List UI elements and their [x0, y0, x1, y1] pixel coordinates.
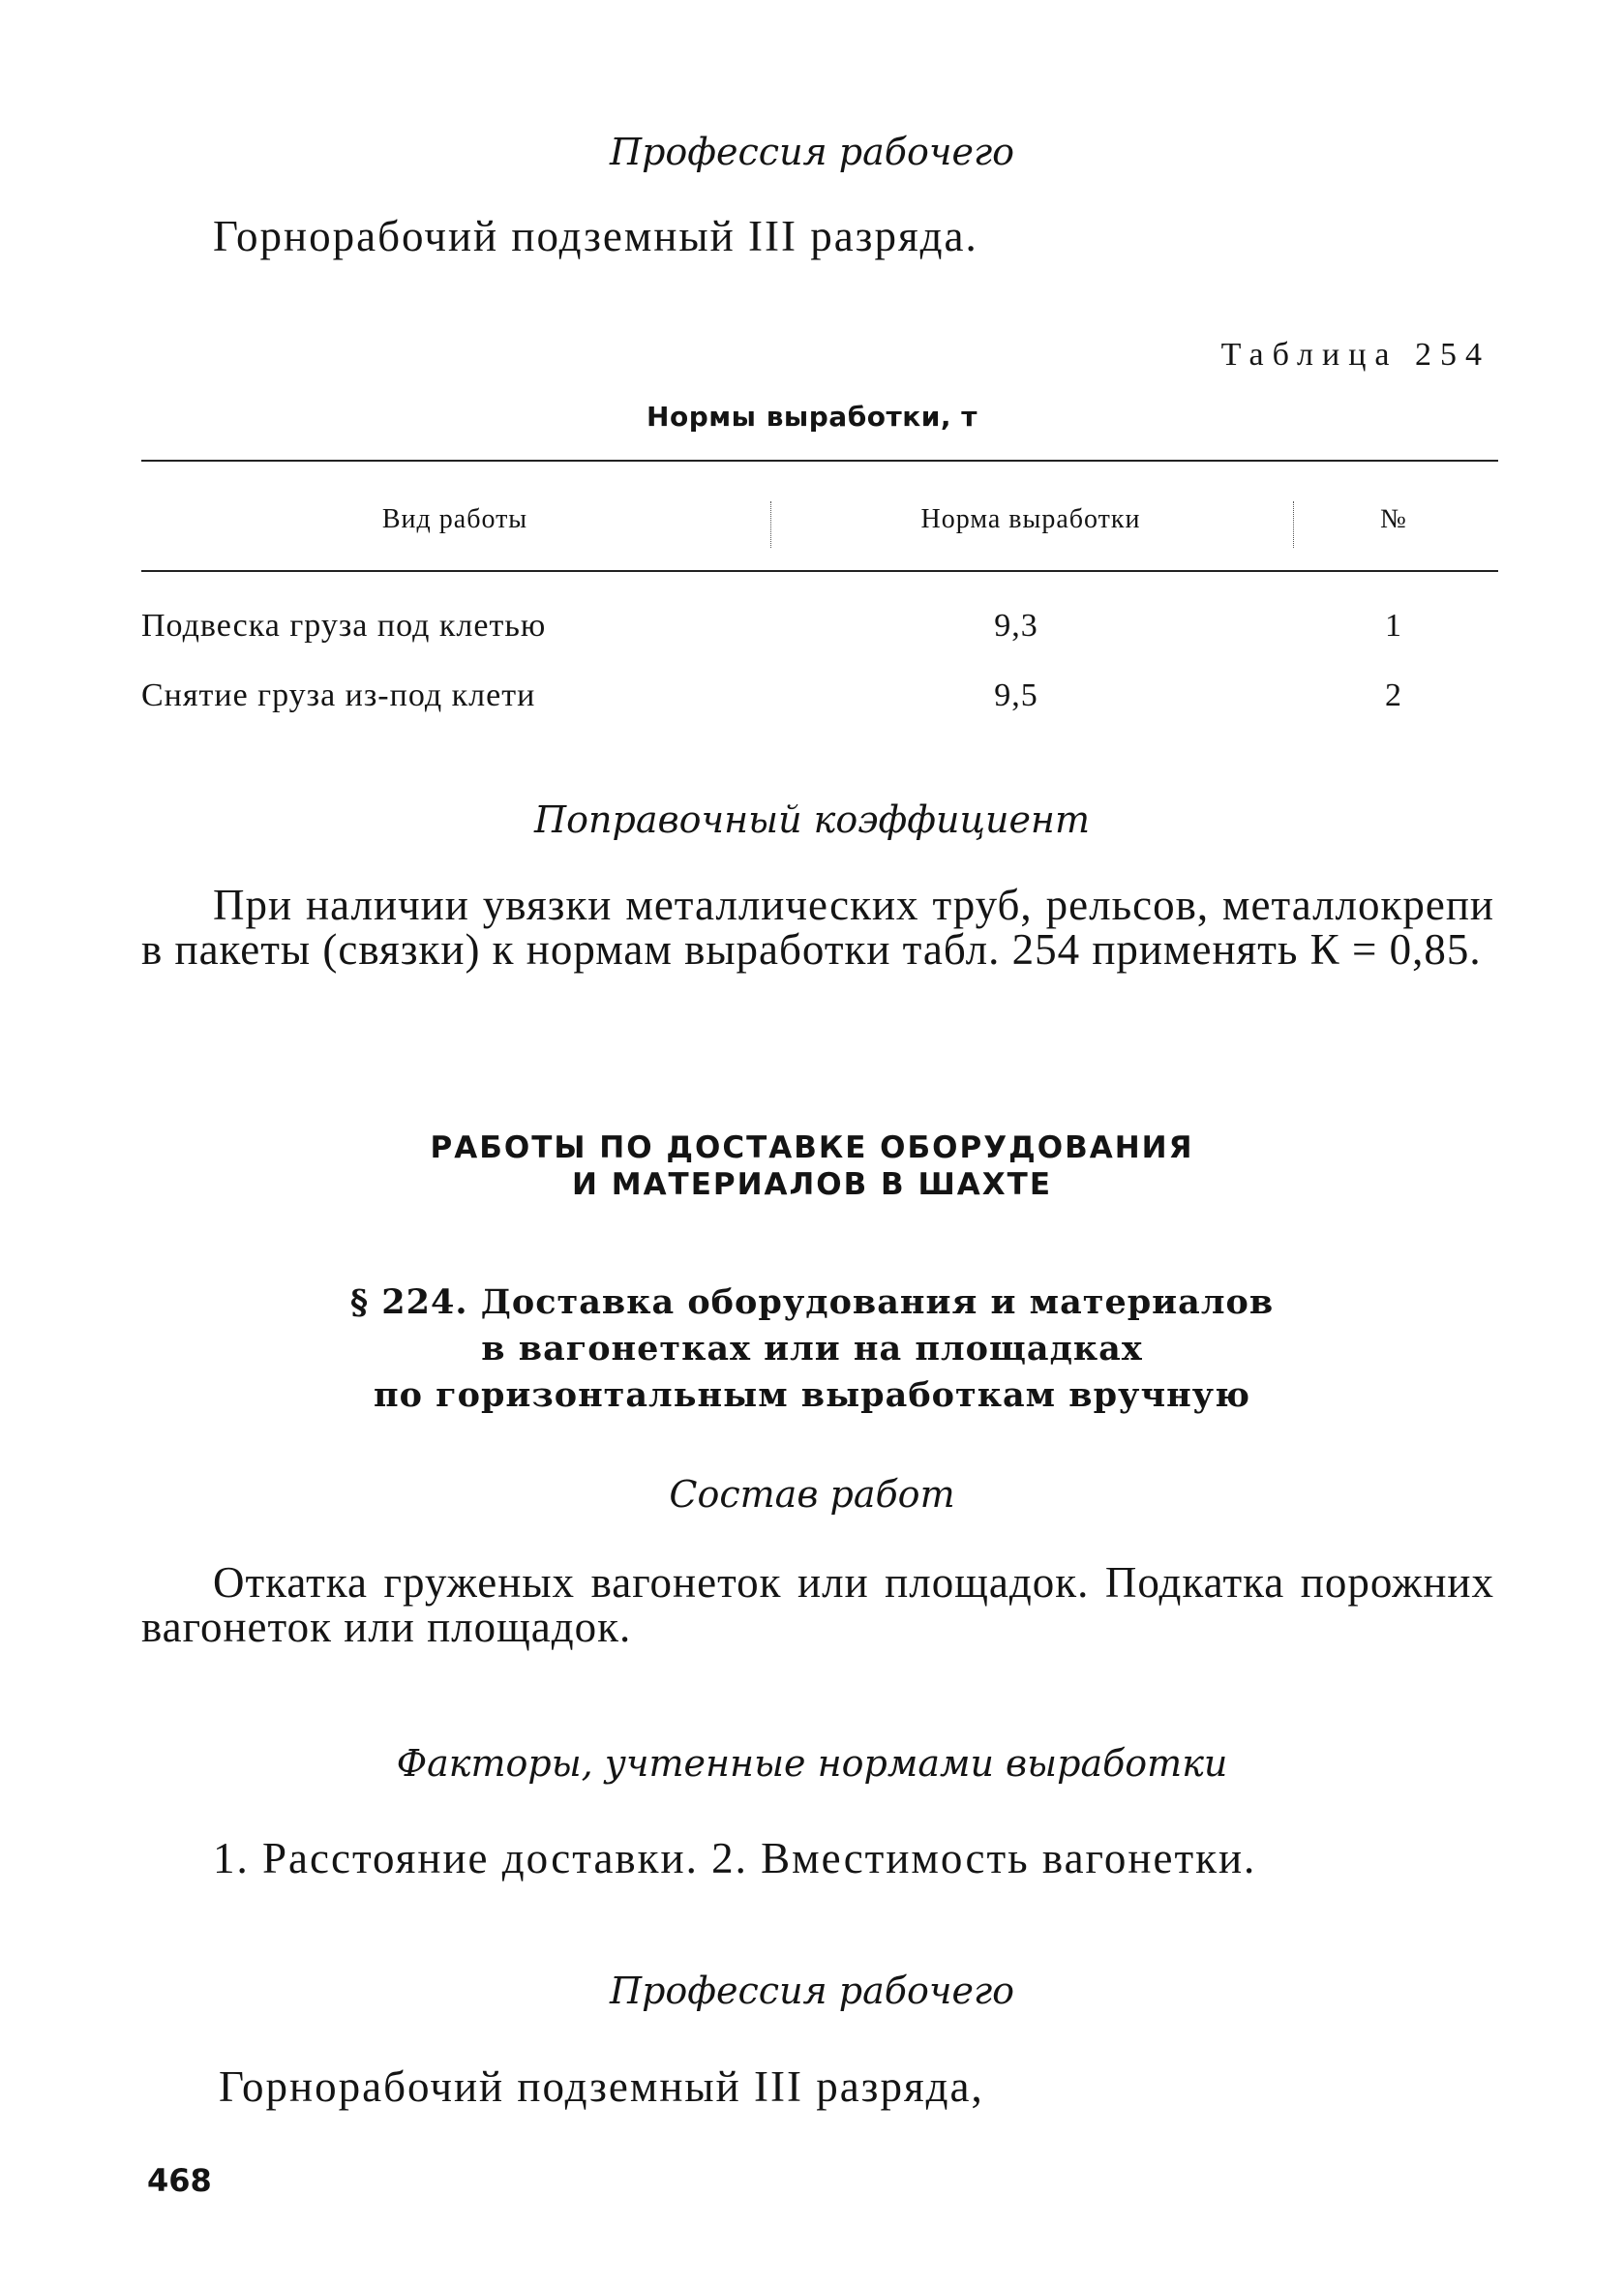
composition-heading: Состав работ: [669, 1473, 955, 1516]
factors-text: 1. Расстояние доставки. 2. Вместимость вагонетки.: [213, 1834, 1257, 1882]
table-top-rule: [141, 460, 1498, 462]
profession-text-2: Горнорабочий подземный III разряда,: [219, 2062, 984, 2111]
paragraph-title-line-2: в вагонетках или на площадках: [481, 1329, 1143, 1369]
column-separator: [1293, 501, 1294, 548]
table-cell-work: Подвеска груза под клетью: [141, 608, 547, 644]
table-cell-num: 1: [1385, 608, 1402, 644]
column-header-num: №: [1380, 504, 1407, 534]
factors-heading: Факторы, учтенные нормами выработки: [396, 1742, 1228, 1785]
correction-heading: Поправочный коэффициент: [534, 798, 1090, 841]
table-caption: Таблица 254: [1220, 337, 1490, 373]
profession-text: Горнорабочий подземный III разряда.: [213, 212, 978, 260]
table-cell-norm: 9,5: [994, 677, 1038, 713]
section-title-line-2: И МАТЕРИАЛОВ В ШАХТЕ: [571, 1167, 1052, 1202]
page-number: 468: [147, 2162, 212, 2199]
table-cell-num: 2: [1385, 677, 1402, 713]
profession-heading: Профессия рабочего: [609, 131, 1015, 173]
table-cell-norm: 9,3: [994, 608, 1038, 644]
paragraph-title-line-1: § 224. Доставка оборудования и материалов: [349, 1282, 1275, 1322]
section-title-line-1: РАБОТЫ ПО ДОСТАВКЕ ОБОРУДОВАНИЯ: [430, 1130, 1194, 1165]
table-title: Нормы выработки, т: [647, 401, 977, 433]
column-header-norm: Норма выработки: [920, 504, 1141, 534]
paragraph-title-line-3: по горизонтальным выработкам вручную: [374, 1375, 1250, 1415]
composition-text: Откатка груженых вагонеток или площадок. Подкатка порожних вагонеток или площадок.: [141, 1558, 1494, 1651]
profession-heading-2: Профессия рабочего: [609, 1970, 1015, 2012]
table-cell-work: Снятие груза из-под клети: [141, 677, 536, 713]
column-separator: [770, 501, 771, 548]
table-header-rule: [141, 570, 1498, 572]
column-header-work: Вид работы: [381, 504, 528, 534]
correction-text: При наличии увязки металлических труб, рельсов, металлокрепи в пакеты (связки) к нормам выработки табл. 254 применять К = 0,85.: [141, 881, 1494, 974]
